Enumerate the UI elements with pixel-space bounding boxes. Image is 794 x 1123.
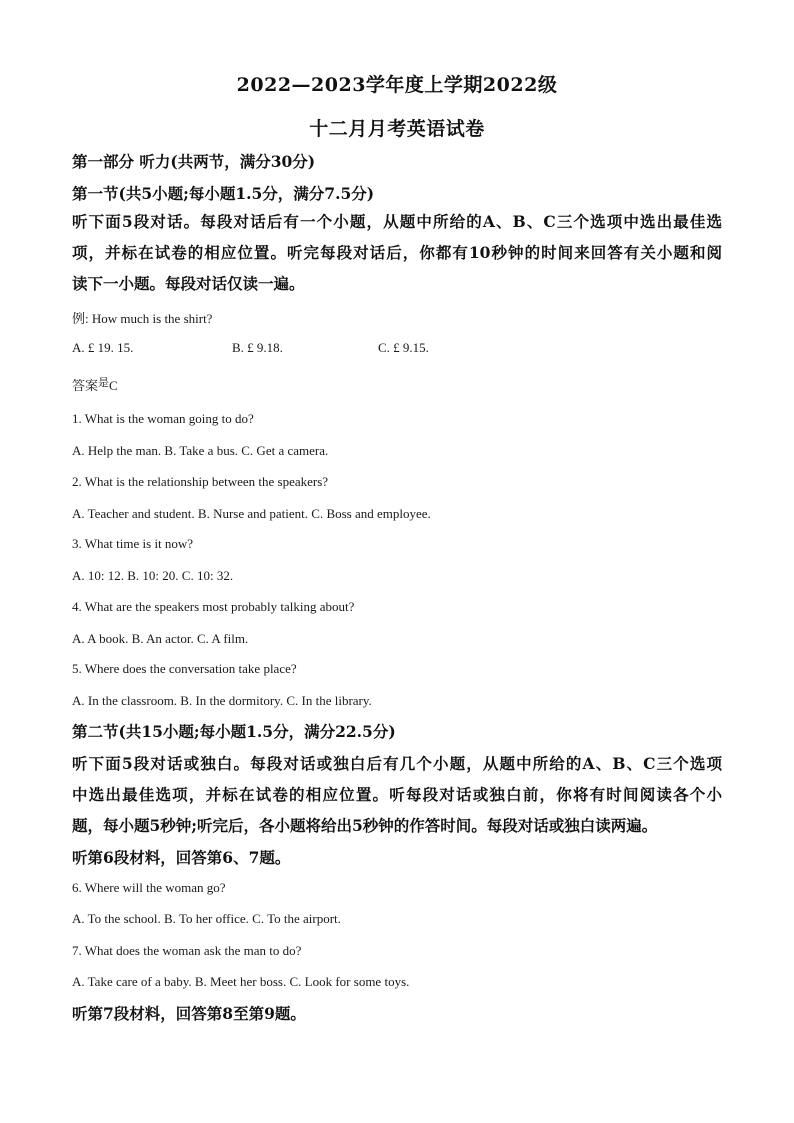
- answer-mid: 是: [98, 377, 110, 389]
- section1-heading: 第一节(共5小题;每小题1.5分，满分7.5分): [72, 184, 375, 203]
- section2-heading: 第二节(共15小题;每小题1.5分，满分22.5分): [72, 722, 396, 741]
- question-5-options: A. In the classroom. B. In the dormitory. C. In the library.: [72, 693, 372, 708]
- question-1-options: A. Help the man. B. Take a bus. C. Get a camera.: [72, 443, 329, 458]
- question-7: 7. What does the woman ask the man to do?: [72, 943, 302, 958]
- question-1: 1. What is the woman going to do?: [72, 411, 254, 426]
- example-options: [72, 340, 429, 356]
- question-5: 5. Where does the conversation take place?: [72, 661, 297, 676]
- instruction-line: 听下面5段对话或独白。每段对话或独白后有几个小题，从题中所给的A、B、C三个选项: [72, 754, 722, 773]
- exam-title-line-2: 十二月月考英语试卷: [309, 118, 485, 140]
- answer-prefix: 答案: [72, 378, 99, 393]
- question-3: 3. What time is it now?: [72, 536, 194, 551]
- part1-heading: 第一部分 听力(共两节，满分30分): [72, 152, 316, 171]
- answer-letter: C: [109, 378, 118, 393]
- exam-title-line-1: 2022—2023学年度上学期2022级: [236, 74, 558, 96]
- question-2: 2. What is the relationship between the speakers?: [72, 474, 329, 489]
- instruction-line: 读下一小题。每段对话仅读一遍。: [72, 274, 305, 293]
- question-3-options: A. 10: 12. B. 10: 20. C. 10: 32.: [72, 568, 234, 583]
- question-2-options: A. Teacher and student. B. Nurse and patient. C. Boss and employee.: [72, 506, 431, 521]
- question-4-options: A. A book. B. An actor. C. A film.: [72, 631, 249, 646]
- section1-instructions: [72, 206, 722, 299]
- material-6-heading: 听第6段材料，回答第6、7题。: [72, 848, 291, 867]
- instruction-line: 题，每小题5秒钟;听完后，各小题将给出5秒钟的作答时间。每段对话或独白读两遍。: [72, 816, 658, 835]
- example-option-c: C. £ 9.15.: [378, 340, 429, 355]
- question-7-options: A. Take care of a baby. B. Meet her boss. C. Look for some toys.: [72, 974, 410, 989]
- instruction-line: 项，并标在试卷的相应位置。听完每段对话后，你都有10秒钟的时间来回答有关小题和阅: [72, 243, 722, 262]
- section2-instructions: [72, 748, 722, 841]
- question-6-options: A. To the school. B. To her office. C. To the airport.: [72, 911, 341, 926]
- material-7-heading: 听第7段材料，回答第8至第9题。: [72, 1004, 306, 1023]
- question-4: 4. What are the speakers most probably talking about?: [72, 599, 355, 614]
- instruction-line: 中选出最佳选项，并标在试卷的相应位置。听每段对话或独白前，你将有时间阅读各个小: [72, 785, 722, 804]
- example-option-b: B. £ 9.18.: [232, 340, 283, 355]
- example-option-a: A. £ 19. 15.: [72, 340, 134, 355]
- instruction-line: 听下面5段对话。每段对话后有一个小题，从题中所给的A、B、C三个选项中选出最佳选: [72, 212, 722, 231]
- example-question: 例: How much is the shirt?: [72, 311, 213, 326]
- question-6: 6. Where will the woman go?: [72, 880, 226, 895]
- example-answer: [72, 374, 118, 394]
